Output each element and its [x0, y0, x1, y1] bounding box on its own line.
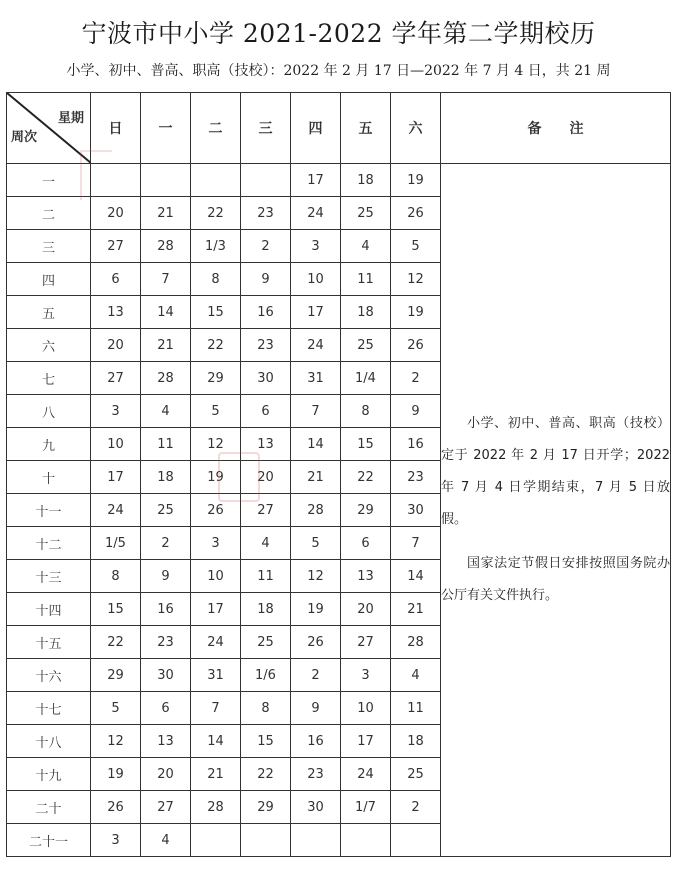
week-number-cell: 十五: [7, 626, 91, 659]
week-number-cell: 十二: [7, 527, 91, 560]
date-cell: 23: [391, 461, 441, 494]
date-cell: 27: [91, 230, 141, 263]
date-cell: 21: [141, 329, 191, 362]
date-cell: 5: [291, 527, 341, 560]
date-cell: 30: [291, 791, 341, 824]
date-cell: 4: [141, 395, 191, 428]
date-cell: 26: [191, 494, 241, 527]
date-cell: 26: [391, 197, 441, 230]
date-cell: 19: [291, 593, 341, 626]
date-cell: 3: [291, 230, 341, 263]
notes-cell: [441, 164, 671, 857]
date-cell: 12: [91, 725, 141, 758]
day-header-sun: 日: [91, 93, 141, 164]
date-cell: 18: [141, 461, 191, 494]
date-cell: 27: [91, 362, 141, 395]
date-cell: 2: [241, 230, 291, 263]
date-cell: 22: [191, 329, 241, 362]
date-cell: 15: [341, 428, 391, 461]
date-cell: 31: [191, 659, 241, 692]
date-cell: [341, 824, 391, 857]
date-cell: 14: [141, 296, 191, 329]
date-cell: 20: [141, 758, 191, 791]
date-cell: 13: [91, 296, 141, 329]
date-cell: 28: [191, 791, 241, 824]
date-cell: 6: [241, 395, 291, 428]
date-cell: 5: [191, 395, 241, 428]
date-cell: 10: [341, 692, 391, 725]
date-cell: 31: [291, 362, 341, 395]
date-cell: 9: [391, 395, 441, 428]
date-cell: 26: [391, 329, 441, 362]
date-cell: 14: [291, 428, 341, 461]
week-number-cell: 九: [7, 428, 91, 461]
day-header-wed: 三: [241, 93, 291, 164]
date-cell: 9: [291, 692, 341, 725]
date-cell: 1/5: [91, 527, 141, 560]
date-cell: 23: [141, 626, 191, 659]
date-cell: 13: [141, 725, 191, 758]
date-cell: 19: [391, 296, 441, 329]
week-number-cell: 一: [7, 164, 91, 197]
date-cell: 22: [91, 626, 141, 659]
date-cell: 28: [141, 362, 191, 395]
week-number-cell: 四: [7, 263, 91, 296]
date-cell: 13: [341, 560, 391, 593]
date-cell: 3: [341, 659, 391, 692]
date-cell: 10: [191, 560, 241, 593]
date-cell: 14: [391, 560, 441, 593]
date-cell: 15: [191, 296, 241, 329]
date-cell: 20: [341, 593, 391, 626]
date-cell: 17: [291, 164, 341, 197]
week-number-cell: 三: [7, 230, 91, 263]
date-cell: 25: [341, 197, 391, 230]
date-cell: 5: [391, 230, 441, 263]
date-cell: 8: [91, 560, 141, 593]
date-cell: [241, 824, 291, 857]
week-row: [7, 164, 671, 197]
date-cell: 24: [291, 197, 341, 230]
date-cell: 9: [141, 560, 191, 593]
date-cell: 15: [241, 725, 291, 758]
date-cell: 25: [241, 626, 291, 659]
date-cell: 18: [391, 725, 441, 758]
date-cell: 25: [391, 758, 441, 791]
date-cell: 19: [191, 461, 241, 494]
week-number-cell: 八: [7, 395, 91, 428]
date-cell: 17: [191, 593, 241, 626]
week-number-cell: 十: [7, 461, 91, 494]
date-cell: 7: [391, 527, 441, 560]
date-cell: 8: [191, 263, 241, 296]
date-cell: 30: [391, 494, 441, 527]
header-row: [7, 93, 671, 164]
day-header-fri: 五: [341, 93, 391, 164]
page-title: 宁波市中小学 2021-2022 学年第二学期校历: [81, 19, 596, 48]
corner-header-cell: [7, 93, 91, 164]
week-number-cell: 十一: [7, 494, 91, 527]
week-number-cell: 六: [7, 329, 91, 362]
date-cell: 12: [391, 263, 441, 296]
date-cell: 6: [141, 692, 191, 725]
week-number-cell: 十七: [7, 692, 91, 725]
date-cell: 4: [141, 824, 191, 857]
date-cell: 15: [91, 593, 141, 626]
week-number-cell: 二: [7, 197, 91, 230]
date-cell: 8: [241, 692, 291, 725]
date-cell: 24: [191, 626, 241, 659]
date-cell: 19: [391, 164, 441, 197]
date-cell: 29: [241, 791, 291, 824]
date-cell: 4: [341, 230, 391, 263]
date-cell: 26: [91, 791, 141, 824]
date-cell: 6: [91, 263, 141, 296]
date-cell: 17: [291, 296, 341, 329]
date-cell: 3: [91, 395, 141, 428]
date-cell: 1/6: [241, 659, 291, 692]
date-cell: 2: [391, 362, 441, 395]
date-cell: 23: [241, 329, 291, 362]
week-number-cell: 十四: [7, 593, 91, 626]
date-cell: 2: [291, 659, 341, 692]
date-cell: 23: [241, 197, 291, 230]
date-cell: 21: [391, 593, 441, 626]
date-cell: 16: [391, 428, 441, 461]
date-cell: 11: [391, 692, 441, 725]
day-header-thu: 四: [291, 93, 341, 164]
date-cell: [191, 824, 241, 857]
date-cell: 22: [191, 197, 241, 230]
date-cell: 12: [191, 428, 241, 461]
date-cell: 17: [91, 461, 141, 494]
date-cell: 1/4: [341, 362, 391, 395]
date-cell: 21: [191, 758, 241, 791]
school-calendar-table: [6, 92, 671, 857]
date-cell: 27: [341, 626, 391, 659]
date-cell: 27: [241, 494, 291, 527]
date-cell: 18: [241, 593, 291, 626]
weekday-label: 星期: [57, 111, 84, 126]
date-cell: 25: [141, 494, 191, 527]
note-holidays: 国家法定节假日安排按照国务院办公厅有关文件执行。: [441, 556, 670, 603]
date-cell: 3: [91, 824, 141, 857]
date-cell: 24: [291, 329, 341, 362]
date-cell: 18: [341, 296, 391, 329]
week-number-cell: 十六: [7, 659, 91, 692]
date-cell: 25: [341, 329, 391, 362]
date-cell: 18: [341, 164, 391, 197]
date-cell: 1/3: [191, 230, 241, 263]
date-cell: [241, 164, 291, 197]
date-cell: [191, 164, 241, 197]
day-header-sat: 六: [391, 93, 441, 164]
date-cell: 20: [91, 329, 141, 362]
note-school-dates: 小学、初中、普高、职高（技校）定于 2022 年 2 月 17 日开学；2022 年 7 月 4 日学期结束，7 月 5 日放假。: [441, 416, 670, 527]
date-cell: 19: [91, 758, 141, 791]
date-cell: 22: [241, 758, 291, 791]
date-cell: 12: [291, 560, 341, 593]
date-cell: 2: [391, 791, 441, 824]
date-cell: 29: [191, 362, 241, 395]
date-cell: 10: [291, 263, 341, 296]
date-cell: 16: [291, 725, 341, 758]
week-number-cell: 十三: [7, 560, 91, 593]
date-cell: 11: [241, 560, 291, 593]
day-header-tue: 二: [191, 93, 241, 164]
date-cell: 16: [141, 593, 191, 626]
date-cell: [91, 164, 141, 197]
week-number-cell: 二十: [7, 791, 91, 824]
date-cell: 6: [341, 527, 391, 560]
date-cell: 4: [391, 659, 441, 692]
page-subtitle: 小学、初中、普高、职高（技校）：2022 年 2 月 17 日—2022 年 7 月 4 日，共 21 周: [66, 63, 611, 79]
date-cell: 23: [291, 758, 341, 791]
date-cell: 13: [241, 428, 291, 461]
date-cell: 7: [141, 263, 191, 296]
week-number-label: 周次: [11, 130, 38, 145]
date-cell: [391, 824, 441, 857]
date-cell: [291, 824, 341, 857]
day-header-mon: 一: [141, 93, 191, 164]
date-cell: 28: [391, 626, 441, 659]
week-number-cell: 十九: [7, 758, 91, 791]
date-cell: 28: [291, 494, 341, 527]
date-cell: 21: [291, 461, 341, 494]
date-cell: 26: [291, 626, 341, 659]
date-cell: 21: [141, 197, 191, 230]
date-cell: 30: [141, 659, 191, 692]
date-cell: 17: [341, 725, 391, 758]
date-cell: 24: [91, 494, 141, 527]
week-number-cell: 十八: [7, 725, 91, 758]
date-cell: [141, 164, 191, 197]
date-cell: 29: [91, 659, 141, 692]
date-cell: 24: [341, 758, 391, 791]
date-cell: 20: [91, 197, 141, 230]
week-number-cell: 七: [7, 362, 91, 395]
date-cell: 10: [91, 428, 141, 461]
date-cell: 2: [141, 527, 191, 560]
date-cell: 11: [141, 428, 191, 461]
date-cell: 7: [191, 692, 241, 725]
week-number-cell: 二十一: [7, 824, 91, 857]
date-cell: 4: [241, 527, 291, 560]
date-cell: 9: [241, 263, 291, 296]
date-cell: 29: [341, 494, 391, 527]
date-cell: 7: [291, 395, 341, 428]
week-number-cell: 五: [7, 296, 91, 329]
date-cell: 8: [341, 395, 391, 428]
date-cell: 30: [241, 362, 291, 395]
date-cell: 11: [341, 263, 391, 296]
date-cell: 20: [241, 461, 291, 494]
date-cell: 3: [191, 527, 241, 560]
notes-header: 备 注: [441, 93, 671, 164]
date-cell: 14: [191, 725, 241, 758]
date-cell: 16: [241, 296, 291, 329]
date-cell: 22: [341, 461, 391, 494]
date-cell: 5: [91, 692, 141, 725]
date-cell: 28: [141, 230, 191, 263]
date-cell: 1/7: [341, 791, 391, 824]
date-cell: 27: [141, 791, 191, 824]
